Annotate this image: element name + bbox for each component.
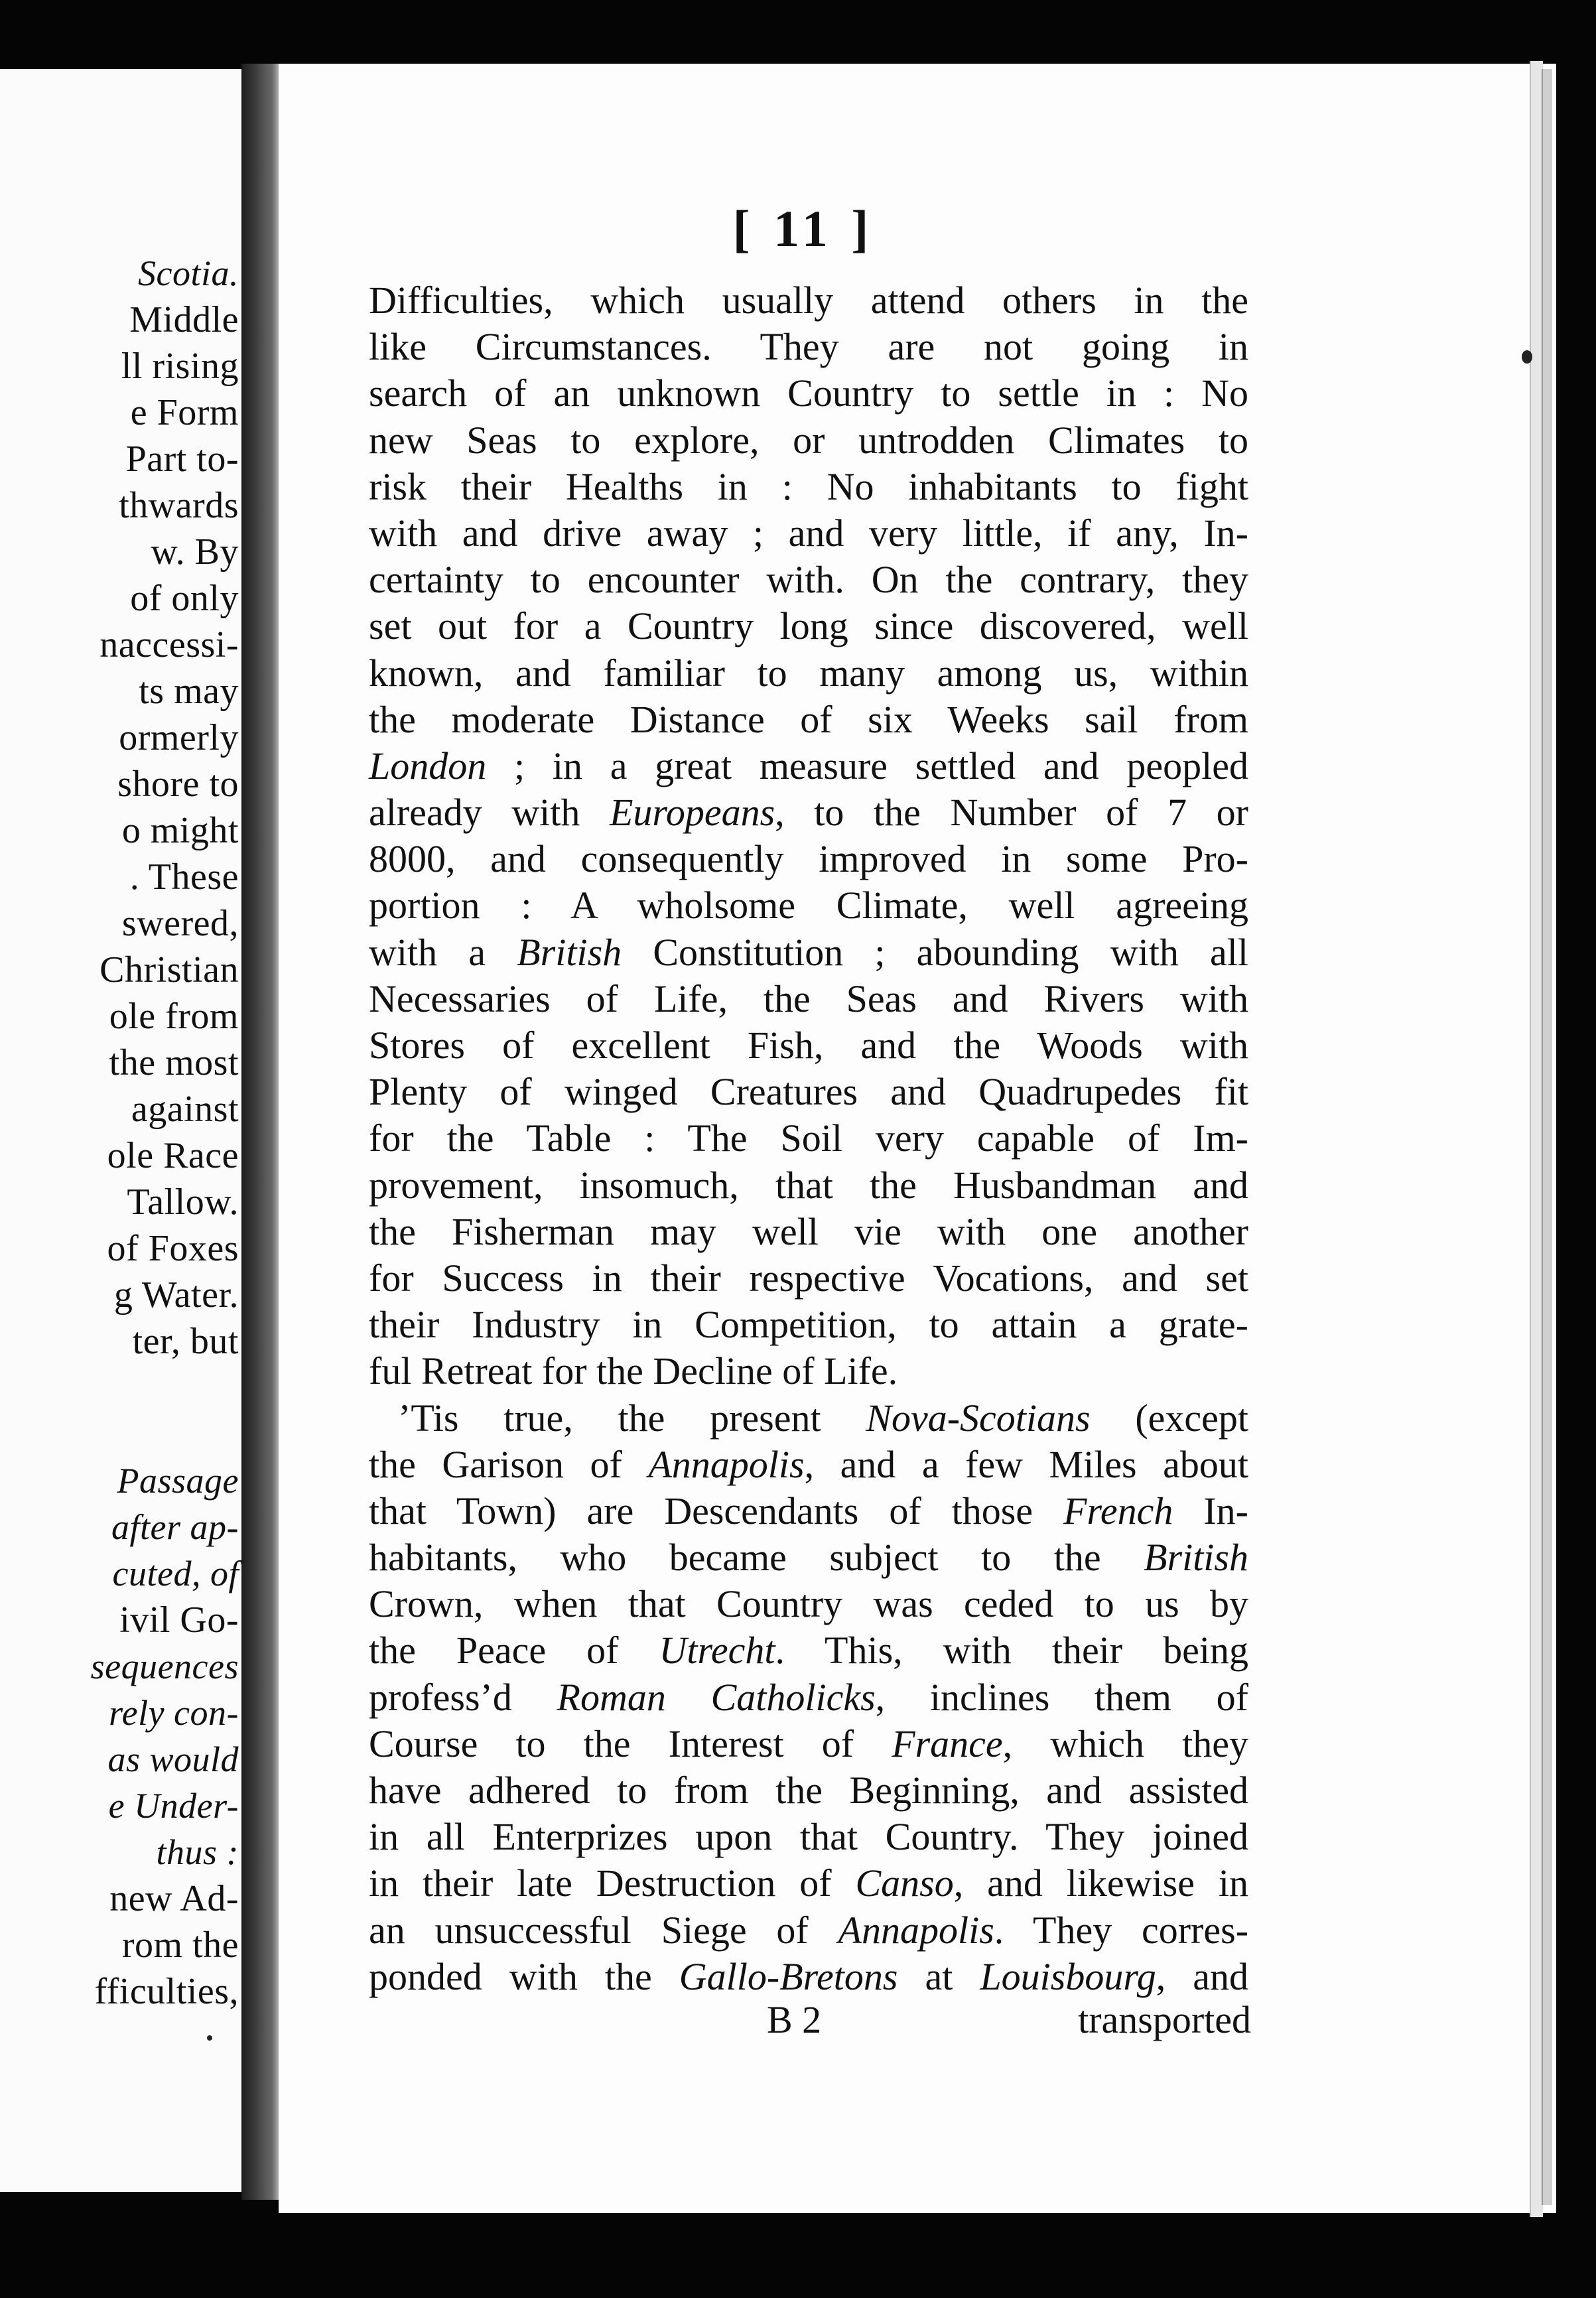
facing-page-line: thus : [156,1832,239,1872]
text-segment: Stores of excellent Fish, and the Woods with [369,1024,1248,1067]
text-segment: ’Tis true, the present [398,1396,866,1440]
facing-page-line: o might [121,810,239,851]
facing-page-line: shore to [117,764,239,805]
text-line [369,324,1248,370]
text-line [369,1488,1248,1534]
text-line [369,743,1248,789]
text-line [369,1255,1248,1302]
signature-mark: B 2 [767,1998,822,2041]
text-line [369,976,1248,1022]
facing-page-line: of Foxes [107,1228,239,1269]
text-segment: ; in a great measure settled and peopled [486,744,1248,787]
italic-text: Canso [855,1861,954,1905]
text-line [369,1115,1248,1162]
text-segment: the Garison of [369,1442,649,1486]
text-segment: certainty to encounter with. On the contrary, they [369,558,1248,602]
text-line [369,603,1248,649]
text-line [369,1442,1248,1488]
italic-text: Gallo-Bretons [679,1954,898,1998]
text-line [369,557,1248,603]
text-segment: for the Table : The Soil very capable of Im- [369,1116,1248,1160]
facing-page-line: of only [130,578,239,619]
facing-page-line: Scotia. [138,253,239,293]
facing-page-line: ll rising [121,346,239,387]
text-segment: with a [369,930,517,974]
text-segment: like Circumstances. They are not going in [369,325,1248,369]
facing-page-line: fficulties, [94,1971,239,2012]
text-line [369,1069,1248,1115]
facing-page-line: e Under- [108,1786,239,1826]
text-segment: already with [369,791,610,835]
text-line [369,1348,1248,1394]
text-line [369,510,1248,557]
text-segment: for Success in their respective Vocations, and set [369,1256,1248,1300]
text-segment: , to the Number of 7 or [775,791,1248,835]
text-segment: at [898,1954,980,1998]
text-segment: Difficulties, which usually attend others in the [369,279,1248,322]
text-line [369,1395,1248,1442]
text-segment: 8000, and consequently improved in some Pro- [369,837,1248,881]
text-segment: Necessaries of Life, the Seas and Rivers with [369,977,1248,1020]
facing-page-line: w. By [151,531,239,573]
facing-page [0,69,241,2192]
text-segment: new Seas to explore, or untrodden Climates to [369,418,1248,462]
text-segment: Crown, when that Country was ceded to us by [369,1582,1248,1626]
facing-page-line: ts may [139,671,239,712]
facing-page-line: thwards [119,485,239,526]
text-segment: . This, with their being [775,1629,1249,1672]
text-segment: in their late Destruction of [369,1861,856,1905]
facing-page-line: naccessi- [100,624,239,665]
facing-page-line: e Form [130,392,239,433]
text-line [369,417,1248,464]
italic-text: British [517,930,622,974]
text-segment: In- [1173,1489,1248,1532]
body-text [369,277,1248,2000]
text-line [369,1814,1248,1860]
text-line [369,277,1248,324]
text-segment: portion : A wholsome Climate, well agreeing [369,884,1248,927]
text-segment: , inclines them of [875,1675,1248,1719]
italic-text: London [369,744,487,787]
italic-text: Annapolis [648,1442,805,1486]
text-segment: the moderate Distance of six Weeks sail from [369,697,1248,741]
italic-text: Annapolis [838,1908,994,1952]
facing-page-line: the most [109,1042,239,1083]
text-line [369,789,1248,836]
italic-text: British [1144,1536,1248,1580]
facing-page-line: cuted, of [112,1554,239,1593]
italic-text: Nova-Scotians [866,1396,1091,1440]
facing-page-line: . These [129,856,239,898]
facing-page-line: ole from [109,996,239,1037]
facing-page-line: ormerly [119,717,239,758]
text-segment: the Fisherman may well vie with one another [369,1209,1248,1253]
facing-page-line: Tallow. [127,1182,239,1223]
text-line [369,1302,1248,1348]
italic-text: French [1063,1489,1173,1532]
facing-page-line: Part to- [125,439,239,480]
ink-speck [1522,350,1532,364]
text-line [369,370,1248,417]
facing-page-line: Middle [129,299,239,340]
facing-page-line: swered, [121,903,239,944]
text-line [369,929,1248,976]
italic-text: France [892,1722,1003,1765]
text-line [369,1721,1248,1767]
facing-page-line: g Water. [113,1274,239,1316]
text-line [369,1627,1248,1674]
text-line [369,464,1248,510]
italic-text: Europeans [610,791,775,835]
text-segment: . They corres- [994,1908,1249,1952]
text-segment: ful Retreat for the Decline of Life. [369,1349,898,1393]
text-segment: , and [1156,1954,1249,1998]
text-line [369,1022,1248,1069]
text-line [369,697,1248,743]
italic-text: Roman Catholicks [557,1675,876,1719]
text-segment: , and a few Miles about [804,1442,1248,1486]
italic-text: Louisbourg [980,1954,1156,1998]
text-segment: habitants, who became subject to the [369,1536,1144,1580]
text-segment: have adhered to from the Beginning, and assisted [369,1769,1248,1812]
text-segment: Constitution ; abounding with all [622,930,1249,974]
text-line [369,836,1248,882]
text-line [369,1954,1248,2000]
facing-page-line: ivil Go- [119,1599,239,1641]
page-number: [ 11 ] [732,200,874,257]
text-line [369,1674,1248,1721]
book-gutter [241,64,283,2200]
facing-page-line: Passage [117,1461,239,1501]
facing-page-line: ter, but [132,1321,239,1362]
page-edge [1530,61,1543,2217]
text-segment: Plenty of winged Creatures and Quadrupedes fit [369,1070,1248,1114]
facing-page-line: rely con- [109,1693,239,1733]
text-segment: with and drive away ; and very little, if any, In- [369,511,1248,555]
facing-page-line: sequences [90,1647,239,1686]
text-segment: known, and familiar to many among us, within [369,651,1248,695]
text-segment: set out for a Country long since discovered, well [369,604,1248,648]
text-segment: , and likewise in [953,1861,1248,1905]
text-segment: in all Enterprizes upon that Country. They joined [369,1815,1248,1859]
facing-page-line: ole Race [107,1135,239,1176]
facing-page-line: Christian [100,949,239,990]
facing-page-line: against [131,1089,239,1130]
text-line [369,1534,1248,1581]
text-segment: , which they [1002,1722,1248,1765]
italic-text: Utrecht [659,1629,775,1672]
page-edge-inner [1542,69,1552,2205]
text-segment: their Industry in Competition, to attain a grate- [369,1303,1248,1347]
facing-page-line: after ap- [111,1507,239,1547]
text-segment: Course to the Interest of [369,1722,892,1765]
text-line [369,1209,1248,1255]
text-line [369,650,1248,697]
facing-page-line: as would [107,1739,239,1779]
catchword: transported [1078,1998,1251,2041]
text-segment: the Peace of [369,1629,659,1672]
text-line [369,1162,1248,1209]
ink-speck [207,2035,212,2041]
text-line [369,882,1248,929]
text-segment: ponded with the [369,1954,679,1998]
text-line [369,1907,1248,1954]
text-segment: (except [1090,1396,1248,1440]
text-segment: search of an unknown Country to settle in : No [369,372,1248,415]
text-segment: risk their Healths in : No inhabitants to fight [369,464,1248,508]
text-line [369,1767,1248,1814]
text-line [369,1581,1248,1627]
text-line [369,1860,1248,1907]
facing-page-line: new Ad- [109,1878,239,1919]
text-segment: that Town) are Descendants of those [369,1489,1064,1532]
text-segment: an unsuccessful Siege of [369,1908,838,1952]
text-segment: profess’d [369,1675,557,1719]
text-segment: provement, insomuch, that the Husbandman and [369,1163,1248,1207]
facing-page-line: rom the [121,1925,239,1966]
